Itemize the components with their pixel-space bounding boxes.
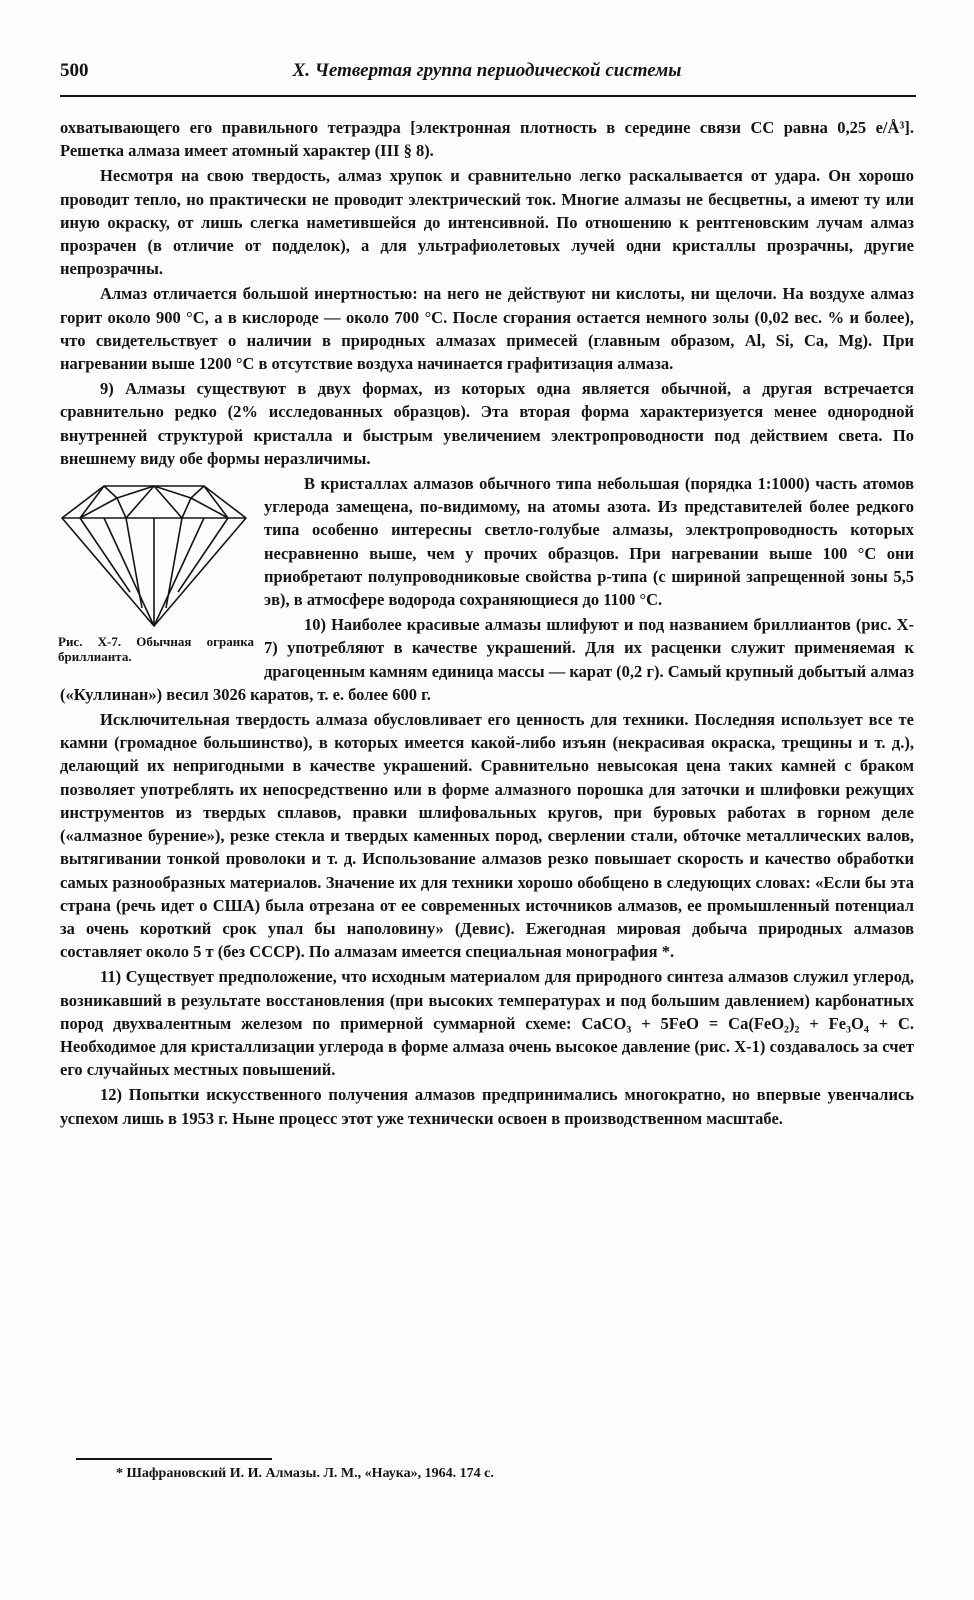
body-text bbox=[60, 116, 914, 1132]
figure-caption: Рис. X-7. Обычная огранка бриллианта. bbox=[58, 634, 254, 665]
paragraph: 11) Существует предположение, что исходным материалом для природного синтеза алмазов служил углерод, возникавший в результате восстановления (при высоких температурах и под большим давлением) карбонатных пород двухвалентным железом по примерной суммарной схеме: CaCO₃ + 5FeO = Ca(FeO₂)₂ + Fe₃O₄ + C. Необходимое для кристаллизации углерода в форме алмаза очень высокое давление (рис. X-1) создавалось за счет его случайных местных повышений. bbox=[60, 967, 914, 1080]
page-header bbox=[60, 60, 914, 90]
paragraph: 9) Алмазы существуют в двух формах, из которых одна является обычной, а другая встречается сравнительно редко (2% исследованных образцов). Эта вторая форма характеризуется менее однородной внутренней структурой кристалла и быстрым увеличением электропроводности под действием света. По внешнему виду обе формы неразличимы. bbox=[60, 379, 914, 468]
paragraph: Несмотря на свою твердость, алмаз хрупок и сравнительно легко раскалывается от удара. Он хорошо проводит тепло, но практически не проводит электрический ток. Многие алмазы не бесцветны, а имеют ту или иную окраску, от лишь слегка наметившейся до интенсивной. По отношению к рентгеновским лучам алмаз прозрачен (в отличие от подделок), а для ультрафиолетовых лучей одни кристаллы прозрачны, другие непрозрачны. bbox=[60, 166, 914, 279]
page-number: 500 bbox=[60, 60, 89, 81]
footnote-rule bbox=[76, 1458, 272, 1460]
footnote: * Шафрановский И. И. Алмазы. Л. М., «Наука», 1964. 174 с. bbox=[116, 1466, 494, 1481]
paragraph: 12) Попытки искусственного получения алмазов предпринимались многократно, но впервые увенчались успехом лишь в 1953 г. Ныне процесс этот уже технически освоен в производственном масштабе. bbox=[60, 1085, 914, 1128]
header-rule bbox=[60, 95, 916, 97]
paragraph: 10) Наиболее красивые алмазы шлифуют и под названием бриллиантов (рис. X-7) употребляют в качестве украшений. Для их расценки служит применяемая к драгоценным камням единица массы — карат (0,2 г). Самый крупный добытый алмаз («Куллинан») весил 3026 каратов, т. е. более 600 г. bbox=[60, 615, 914, 704]
paragraph: Исключительная твердость алмаза обусловливает его ценность для техники. Последняя использует все те камни (громадное большинство), в которых имеется какой-либо изъян (некрасивая окраска, трещины и т. д.), делающий их непригодными в качестве украшений. Сравнительно невысокая цена таких камней с браком позволяет употреблять их непосредственно или в форме алмазного порошка для заточки и шлифовки режущих инструментов из твердых сплавов, правки шлифовальных кругов, при буровых работах в горном деле («алмазное бурение»), резке стекла и твердых каменных пород, сверлении стали, обточке металлических валов, вытягивании тонкой проволоки и т. д. Использование алмазов резко повышает скорость и качество обработки самых разнообразных материалов. Значение их для техники хорошо обобщено в следующих словах: «Если бы эта страна (речь идет о США) была отрезана от ее современных источников алмазов, ее промышленный потенциал за очень короткий срок упал бы наполовину» (Девис). Ежегодная мировая добыча природных алмазов составляет около 5 т (без СССР). По алмазам имеется специальная монография *. bbox=[60, 710, 914, 962]
running-title: X. Четвертая группа периодической системы bbox=[292, 60, 682, 81]
paragraph: охватывающего его правильного тетраэдра [электронная плотность в середине связи СС равна 0,25 e/Å³]. Решетка алмаза имеет атомный характер (III § 8). bbox=[60, 118, 914, 161]
brilliant-cut-diagram bbox=[60, 478, 248, 628]
paragraph: В кристаллах алмазов обычного типа небольшая (порядка 1:1000) часть атомов углерода замещена, по-видимому, на атомы азота. Из представителей более редкого типа особенно интересны светло-голубые алмазы, электропроводность которых несравненно выше, чем у прочих образцов. При нагревании выше 100 °С они приобретают полупроводниковые свойства p-типа (с шириной запрещенной зоны 5,5 эв), в атмосфере водорода сохраняющиеся до 1100 °С. bbox=[264, 474, 914, 610]
figure-brilliant-cut bbox=[58, 478, 254, 664]
paragraph: Алмаз отличается большой инертностью: на него не действуют ни кислоты, ни щелочи. На воздухе алмаз горит около 900 °С, а в кислороде — около 700 °С. После сгорания остается немного золы (0,02 вес. % и более), что свидетельствует о наличии в природных алмазах примесей (главным образом, Al, Si, Ca, Mg). При нагревании выше 1200 °С в отсутствие воздуха начинается графитизация алмаза. bbox=[60, 284, 914, 374]
